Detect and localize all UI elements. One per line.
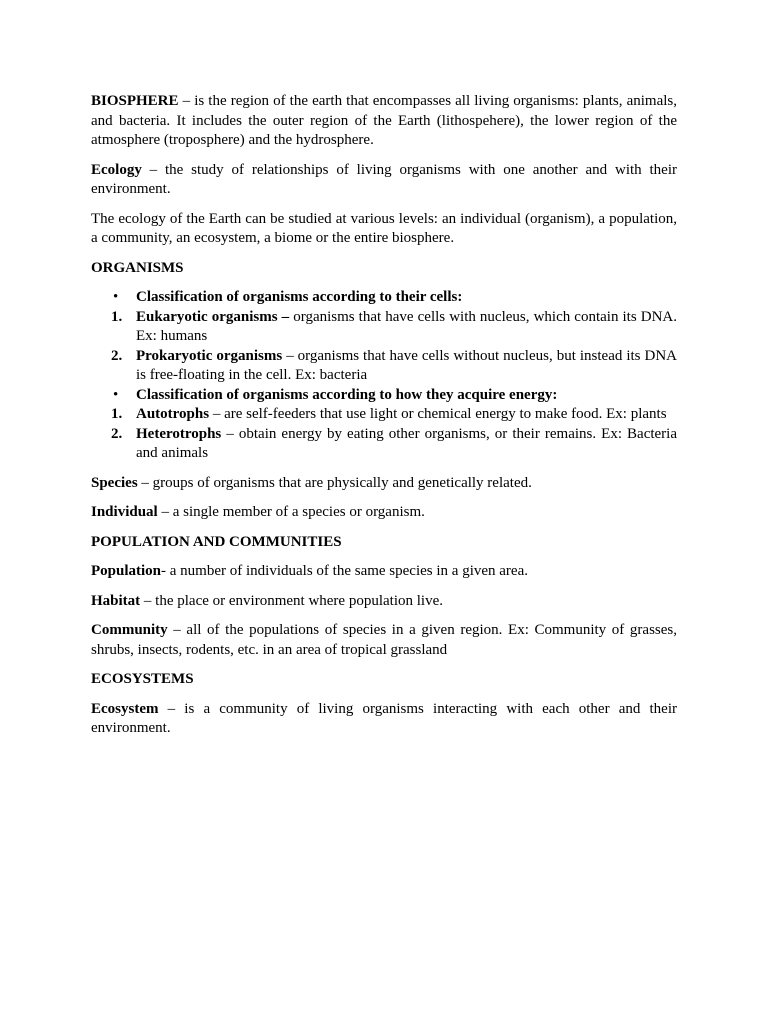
organisms-heading: ORGANISMS <box>91 259 184 276</box>
biosphere-term: BIOSPHERE <box>91 93 179 109</box>
ecology-paragraph <box>91 161 677 200</box>
species-term: Species <box>91 474 138 491</box>
bullet-icon: • <box>113 289 119 305</box>
ecosystem-term: Ecosystem <box>91 700 159 717</box>
community-definition: – all of the populations of species in a given region. Ex: Community of grasses, shrubs, insects, rodents, etc. in an area of tropical grassland <box>91 622 677 658</box>
list-item-prokaryotic <box>91 347 677 386</box>
habitat-paragraph <box>91 592 677 612</box>
population-term: Population <box>91 563 162 579</box>
population-paragraph <box>91 562 677 582</box>
autotrophs-definition: – are self-feeders that use light or chemical energy to make food. Ex: plants <box>209 406 667 422</box>
prokaryotic-term: Prokaryotic organisms <box>136 347 283 364</box>
list-number: 2. <box>111 425 123 442</box>
ecology-term: Ecology <box>91 161 142 178</box>
population-definition: - a number of individuals of the same species in a given area. <box>161 563 528 579</box>
ecosystems-heading: ECOSYSTEMS <box>91 671 194 687</box>
autotrophs-term: Autotrophs <box>136 406 210 422</box>
eukaryotic-term: Eukaryotic organisms – <box>136 308 290 325</box>
community-term: Community <box>91 622 168 638</box>
organisms-list <box>91 288 677 464</box>
list-number: 1. <box>111 406 123 422</box>
eukaryotic-definition: organisms that have cells with nucleus, which contain its DNA. Ex: humans <box>136 308 677 344</box>
prokaryotic-definition: – organisms that have cells without nucleus, but instead its DNA is free-floating in the cell. Ex: bacteria <box>136 347 677 383</box>
community-paragraph <box>91 621 677 660</box>
cells-classification-heading: Classification of organisms according to their cells: <box>136 289 463 305</box>
ecology-levels-paragraph <box>91 210 677 249</box>
list-number: 1. <box>111 308 123 325</box>
habitat-term: Habitat <box>91 592 141 609</box>
population-communities-heading: POPULATION AND COMMUNITIES <box>91 533 342 550</box>
individual-definition: – a single member of a species or organism. <box>157 504 425 520</box>
document-page <box>91 92 677 749</box>
energy-classification-heading: Classification of organisms according to how they acquire energy: <box>136 386 558 403</box>
species-paragraph <box>91 474 677 494</box>
list-item-heterotrophs <box>91 425 677 464</box>
bullet-icon: • <box>113 386 119 403</box>
list-number: 2. <box>111 347 123 364</box>
heterotrophs-definition: – obtain energy by eating other organisms, or their remains. Ex: Bacteria and animals <box>136 425 677 461</box>
biosphere-definition: – is the region of the earth that encompasses all living organisms: plants, animals, and bacteria. It includes the outer region of the Earth (lithospehere), the lower region of the atmosphere (troposphere) and the hydrosphere. <box>91 93 677 148</box>
list-item-autotrophs <box>91 405 677 425</box>
list-item-cells-heading <box>91 288 677 308</box>
list-item-eukaryotic <box>91 308 677 347</box>
ecosystem-paragraph <box>91 700 677 739</box>
individual-term: Individual <box>91 504 158 520</box>
heterotrophs-term: Heterotrophs <box>136 425 222 442</box>
biosphere-paragraph <box>91 92 677 151</box>
habitat-definition: – the place or environment where population live. <box>140 592 443 609</box>
ecology-levels-text: The ecology of the Earth can be studied at various levels: an individual (organism), a population, a community, an ecosystem, a biome or the entire biosphere. <box>91 210 677 246</box>
species-definition: – groups of organisms that are physically and genetically related. <box>137 474 532 491</box>
ecology-definition: – the study of relationships of living organisms with one another and with their environment. <box>91 161 677 197</box>
individual-paragraph <box>91 503 677 523</box>
list-item-energy-heading <box>91 386 677 406</box>
ecosystem-definition: – is a community of living organisms interacting with each other and their environment. <box>91 700 677 736</box>
